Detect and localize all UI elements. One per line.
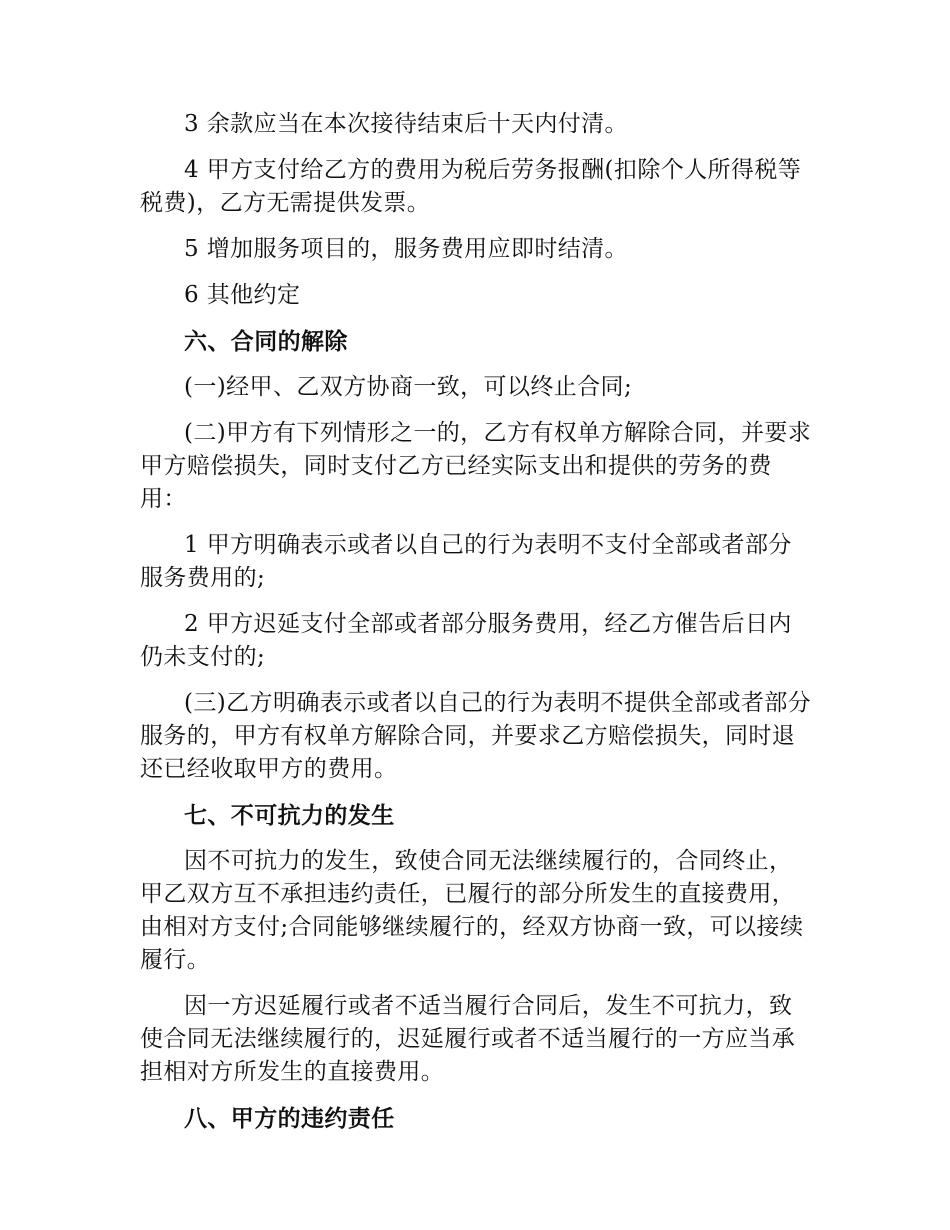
clause-item-2: 2 甲方迟延支付全部或者部分服务费用，经乙方催告后日内仍未支付的;	[140, 611, 792, 670]
section-heading-force-majeure: 七、不可抗力的发生	[184, 802, 395, 829]
clause-item-1: 1 甲方明确表示或者以自己的行为表明不支付全部或者部分服务费用的;	[140, 532, 792, 591]
clause-party-a-right: (三)乙方明确表示或者以自己的行为表明不提供全部或者部分服务的，甲方有权单方解除合同，并要求乙方赔偿损失，同时退还已经收取甲方的费用。	[140, 690, 812, 782]
document-body	[140, 108, 812, 1148]
clause-force-majeure-2: 因一方迟延履行或者不适当履行合同后，发生不可抗力，致使合同无法继续履行的，迟延履行或者不适当履行的一方应当承担相对方所发生的直接费用。	[140, 993, 796, 1085]
clause-extra-service: 5 增加服务项目的，服务费用应即时结清。	[184, 236, 628, 262]
clause-mutual-termination: (一)经甲、乙双方协商一致，可以终止合同;	[184, 374, 633, 400]
clause-tax: 4 甲方支付给乙方的费用为税后劳务报酬(扣除个人所得税等税费)，乙方无需提供发票。	[140, 157, 802, 216]
clause-other: 6 其他约定	[184, 282, 301, 308]
section-heading-party-a-liability: 八、甲方的违约责任	[184, 1105, 395, 1132]
clause-force-majeure-1: 因不可抗力的发生，致使合同无法继续履行的，合同终止，甲乙双方互不承担违约责任，已履行的部分所发生的直接费用，由相对方支付;合同能够继续履行的，经双方协商一致，可以接续履行。	[140, 848, 804, 973]
clause-party-b-right: (二)甲方有下列情形之一的，乙方有权单方解除合同，并要求甲方赔偿损失，同时支付乙方已经实际支出和提供的劳务的费用：	[140, 420, 812, 512]
clause-final-payment: 3 余款应当在本次接待结束后十天内付清。	[184, 111, 628, 137]
section-heading-termination: 六、合同的解除	[184, 328, 348, 355]
